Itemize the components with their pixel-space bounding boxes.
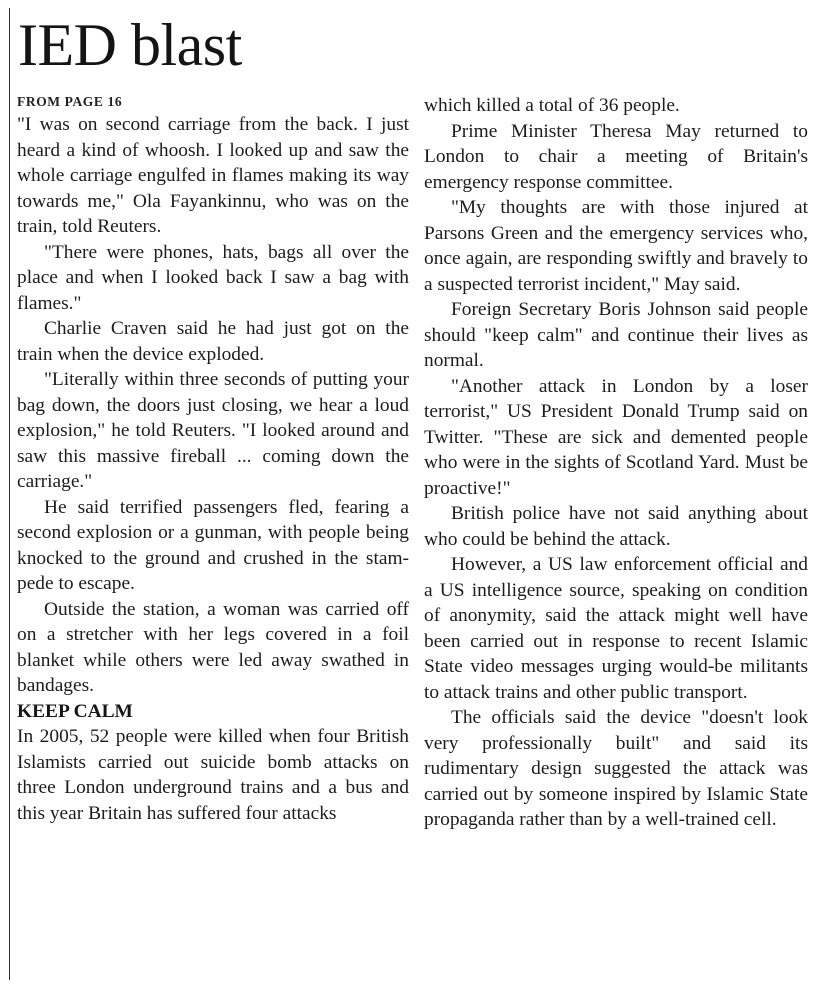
paragraph: In 2005, 52 people were killed when four British Islamists carried out suicide bomb attacks on three London underground trains and a bus and this year Britain has suffered four attacks bbox=[17, 726, 409, 824]
paragraph: However, a US law enforcement official and a US intelligence source, speaking on condition of anonymity, said the attack might well have been carried out in response to recent Islamic State video messages urging would-be militants to attack trains and other public transport. bbox=[424, 554, 808, 703]
paragraph: "My thoughts are with those injured at Parsons Green and the emergency services who, once again, are responding swiftly and bravely to a suspected terrorist incident," May said. bbox=[424, 197, 808, 295]
paragraph: "Another attack in London by a loser terrorist," US President Donald Trump said on Twitter. "These are sick and demented people who were in the sights of Scotland Yard. Must be proactive!" bbox=[424, 375, 808, 499]
continuation-label: FROM PAGE 16 bbox=[17, 94, 123, 109]
subhead: KEEP CALM bbox=[17, 700, 133, 722]
paragraph: Foreign Secretary Boris Johnson said people should "keep calm" and continue their lives as normal. bbox=[424, 299, 808, 371]
left-column bbox=[17, 93, 409, 826]
paragraph: The officials said the device "doesn't look very professionally built" and said its rudimentary design suggested the attack was carried out by someone inspired by Islamic State propaganda rather than by a well-trained cell. bbox=[424, 707, 808, 830]
column-rule bbox=[9, 8, 10, 980]
paragraph: "There were phones, hats, bags all over the place and when I looked back I saw a bag with flames." bbox=[17, 241, 409, 314]
headline: IED blast bbox=[18, 12, 242, 78]
paragraph: Prime Minister Theresa May returned to London to chair a meeting of Britain's emergency response committee. bbox=[424, 120, 808, 193]
right-column bbox=[424, 93, 808, 833]
paragraph: "I was on second carriage from the back. I just heard a kind of whoosh. I looked up and saw the whole carriage engulfed in flames making its way towards me," Ola Fayankinnu, who was on the train, told Reuters. bbox=[17, 114, 409, 237]
paragraph: Outside the station, a woman was carried off on a stretcher with her legs covered in a foil blanket while others were led away swathed in bandages. bbox=[17, 598, 409, 696]
paragraph: which killed a total of 36 people. bbox=[424, 95, 680, 116]
paragraph: Charlie Craven said he had just got on the train when the device exploded. bbox=[17, 318, 409, 365]
paragraph: He said terrified passengers fled, fearing a second explosion or a gunman, with people being knocked to the ground and crushed in the stampede to escape. bbox=[17, 496, 409, 594]
paragraph: "Literally within three seconds of putting your bag down, the doors just closing, we hear a loud explosion," he told Reuters. "I looked around and saw this massive fireball ... coming down the carriage." bbox=[17, 369, 409, 492]
paragraph: British police have not said anything about who could be behind the attack. bbox=[424, 503, 808, 550]
